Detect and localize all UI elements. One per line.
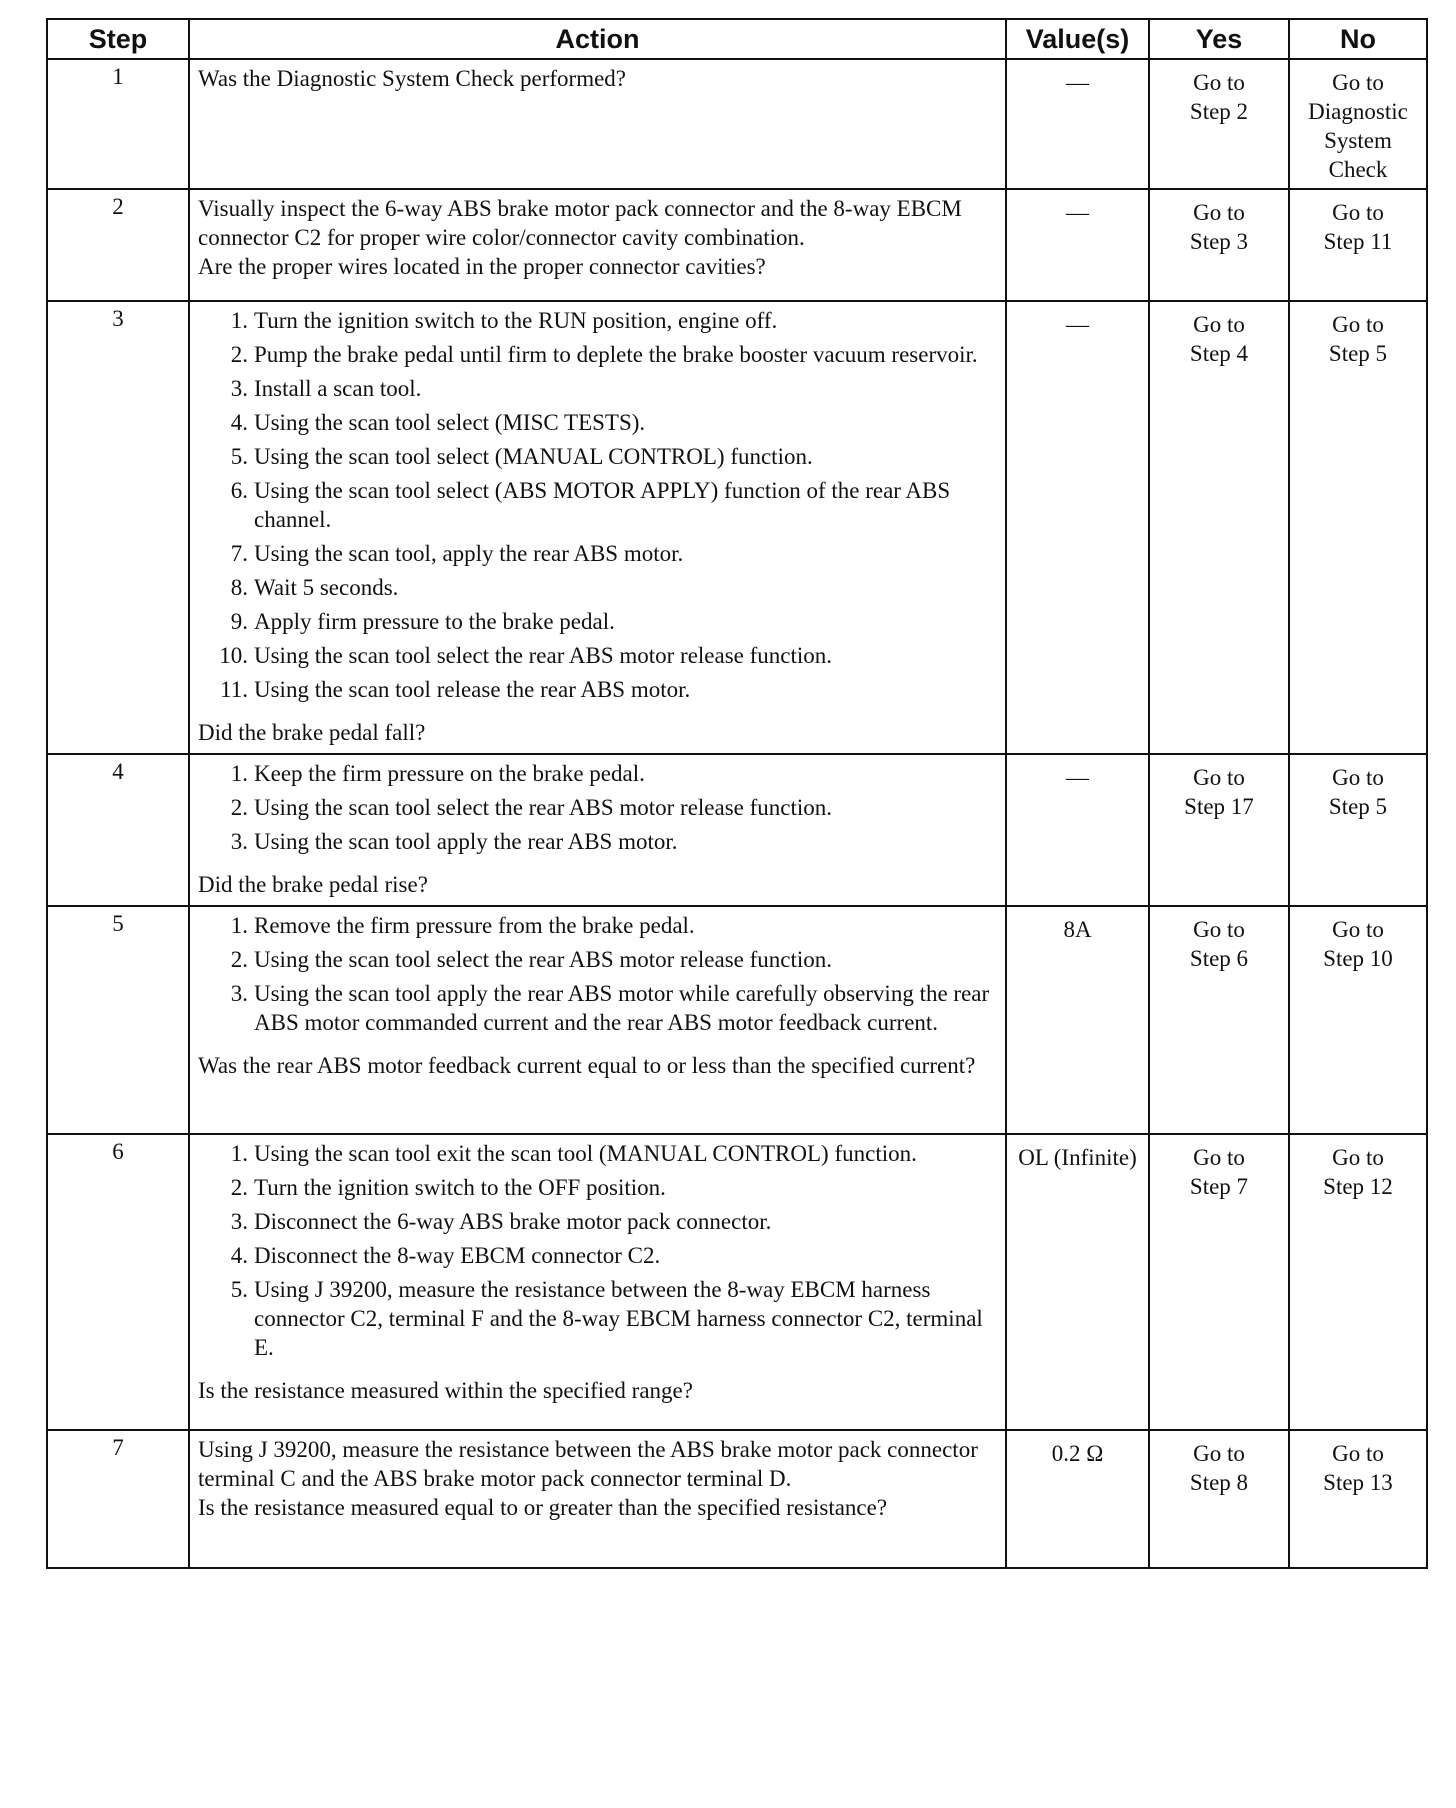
yes-text-line: Go to xyxy=(1193,765,1245,790)
no-text-line: Go to xyxy=(1332,1441,1384,1466)
action-text: Are the proper wires located in the proper connector cavities? xyxy=(198,254,766,279)
value-cell: OL (Infinite) xyxy=(1006,1134,1149,1430)
table-row xyxy=(47,189,1427,301)
yes-cell xyxy=(1149,301,1289,754)
yes-text-line: Step 3 xyxy=(1189,229,1249,254)
list-item-number: 6. xyxy=(230,478,248,503)
list-item xyxy=(198,1241,995,1270)
list-item-text: Using the scan tool select (MANUAL CONTROL) function. xyxy=(254,444,813,469)
yes-text-line: Step 17 xyxy=(1184,794,1254,819)
yes-text-line: Step 4 xyxy=(1189,341,1249,366)
list-item-number: 1. xyxy=(230,1141,248,1166)
no-text-line: Go to xyxy=(1332,70,1384,95)
action-question: Did the brake pedal rise? xyxy=(198,872,428,897)
list-item-text: Remove the firm pressure from the brake pedal. xyxy=(254,913,695,938)
no-text-line: Step 11 xyxy=(1323,229,1393,254)
list-item xyxy=(198,793,995,822)
list-item-text: Install a scan tool. xyxy=(254,376,422,401)
yes-text-line: Go to xyxy=(1193,917,1245,942)
table-row xyxy=(47,906,1427,1134)
action-text: Visually inspect the 6-way ABS brake motor pack connector and the 8-way EBCM connector C2 for proper wire color/connector cavity combination. xyxy=(198,196,962,250)
list-item-text: Using the scan tool, apply the rear ABS motor. xyxy=(254,541,684,566)
step-number: 6 xyxy=(47,1134,189,1430)
action-cell xyxy=(189,189,1006,301)
list-item-text: Using the scan tool select the rear ABS motor release function. xyxy=(254,947,833,972)
diagnostic-table xyxy=(46,18,1428,1569)
list-item-number: 3. xyxy=(230,829,248,854)
list-item xyxy=(198,573,995,602)
action-cell xyxy=(189,1430,1006,1568)
action-text: Is the resistance measured equal to or greater than the specified resistance? xyxy=(198,1495,888,1520)
no-text-line: Go to xyxy=(1332,1145,1384,1170)
action-text: Was the Diagnostic System Check performed? xyxy=(198,66,627,91)
list-item xyxy=(198,1275,995,1362)
list-item-text: Disconnect the 6-way ABS brake motor pack connector. xyxy=(254,1209,772,1234)
yes-text-line: Go to xyxy=(1193,1441,1245,1466)
list-item xyxy=(198,476,995,534)
list-item-text: Using the scan tool exit the scan tool (MANUAL CONTROL) function. xyxy=(254,1141,917,1166)
table-row xyxy=(47,1430,1427,1568)
list-item-number: 10. xyxy=(219,643,248,668)
list-item xyxy=(198,759,995,788)
yes-cell xyxy=(1149,1134,1289,1430)
no-text-line: Go to xyxy=(1332,765,1384,790)
list-item-text: Using J 39200, measure the resistance between the 8-way EBCM harness connector C2, terminal F and the 8-way EBCM harness connector C2, terminal E. xyxy=(254,1277,983,1360)
yes-cell xyxy=(1149,59,1289,189)
action-cell xyxy=(189,1134,1006,1430)
value-cell: — xyxy=(1006,59,1149,189)
list-item xyxy=(198,1139,995,1168)
action-cell xyxy=(189,754,1006,906)
table-row xyxy=(47,754,1427,906)
action-cell xyxy=(189,906,1006,1134)
no-cell xyxy=(1289,59,1427,189)
no-text-line: Go to xyxy=(1332,200,1384,225)
list-item-number: 3. xyxy=(230,981,248,1006)
no-text-line: System xyxy=(1324,128,1392,153)
step-number: 1 xyxy=(47,59,189,189)
list-item xyxy=(198,539,995,568)
action-cell xyxy=(189,59,1006,189)
list-item-text: Wait 5 seconds. xyxy=(254,575,399,600)
step-number: 5 xyxy=(47,906,189,1134)
list-item-text: Using the scan tool select (ABS MOTOR APPLY) function of the rear ABS channel. xyxy=(254,478,951,532)
list-item xyxy=(198,979,995,1037)
list-item xyxy=(198,911,995,940)
list-item-number: 1. xyxy=(230,308,248,333)
action-question: Did the brake pedal fall? xyxy=(198,720,426,745)
action-steps-list xyxy=(198,911,995,1037)
no-cell xyxy=(1289,189,1427,301)
yes-cell xyxy=(1149,906,1289,1134)
list-item xyxy=(198,675,995,704)
no-text-line: Step 10 xyxy=(1323,946,1393,971)
list-item-text: Pump the brake pedal until firm to deplete the brake booster vacuum reservoir. xyxy=(254,342,978,367)
no-cell xyxy=(1289,754,1427,906)
list-item xyxy=(198,374,995,403)
value-cell: 8A xyxy=(1006,906,1149,1134)
step-number: 2 xyxy=(47,189,189,301)
list-item-number: 11. xyxy=(220,677,248,702)
header-yes: Yes xyxy=(1149,19,1289,59)
list-item-text: Apply firm pressure to the brake pedal. xyxy=(254,609,615,634)
action-steps-list xyxy=(198,759,995,856)
list-item xyxy=(198,607,995,636)
header-step: Step xyxy=(47,19,189,59)
list-item-text: Keep the firm pressure on the brake pedal. xyxy=(254,761,645,786)
yes-text-line: Step 2 xyxy=(1189,99,1249,124)
no-text-line: Step 5 xyxy=(1328,341,1388,366)
list-item-number: 2. xyxy=(230,342,248,367)
header-row xyxy=(47,19,1427,59)
list-item xyxy=(198,945,995,974)
yes-text-line: Go to xyxy=(1193,70,1245,95)
list-item xyxy=(198,827,995,856)
yes-cell xyxy=(1149,189,1289,301)
list-item-number: 4. xyxy=(230,410,248,435)
list-item xyxy=(198,306,995,335)
table-row xyxy=(47,1134,1427,1430)
list-item-text: Using the scan tool apply the rear ABS motor. xyxy=(254,829,678,854)
no-text-line: Go to xyxy=(1332,917,1384,942)
list-item-text: Turn the ignition switch to the OFF position. xyxy=(254,1175,666,1200)
list-item-text: Using the scan tool select (MISC TESTS). xyxy=(254,410,646,435)
yes-text-line: Step 6 xyxy=(1189,946,1249,971)
yes-text-line: Go to xyxy=(1193,1145,1245,1170)
list-item-number: 2. xyxy=(230,947,248,972)
no-text-line: Step 5 xyxy=(1328,794,1388,819)
header-action: Action xyxy=(189,19,1006,59)
list-item-number: 4. xyxy=(230,1243,248,1268)
yes-text-line: Step 8 xyxy=(1189,1470,1249,1495)
list-item xyxy=(198,408,995,437)
yes-text-line: Go to xyxy=(1193,312,1245,337)
list-item xyxy=(198,641,995,670)
list-item xyxy=(198,1207,995,1236)
table-row xyxy=(47,301,1427,754)
list-item-text: Using the scan tool release the rear ABS motor. xyxy=(254,677,691,702)
value-cell: — xyxy=(1006,189,1149,301)
list-item-text: Turn the ignition switch to the RUN position, engine off. xyxy=(254,308,778,333)
no-cell xyxy=(1289,906,1427,1134)
list-item-number: 5. xyxy=(230,444,248,469)
header-values: Value(s) xyxy=(1006,19,1149,59)
yes-cell xyxy=(1149,754,1289,906)
no-text-line: Go to xyxy=(1332,312,1384,337)
list-item-text: Disconnect the 8-way EBCM connector C2. xyxy=(254,1243,661,1268)
list-item-number: 7. xyxy=(230,541,248,566)
action-text: Using J 39200, measure the resistance between the ABS brake motor pack connector terminal C and the ABS brake motor pack connector terminal D. xyxy=(198,1437,978,1491)
list-item-number: 2. xyxy=(230,795,248,820)
no-text-line: Step 12 xyxy=(1323,1174,1393,1199)
value-cell: — xyxy=(1006,301,1149,754)
value-cell: — xyxy=(1006,754,1149,906)
list-item-text: Using the scan tool apply the rear ABS motor while carefully observing the rear ABS motor commanded current and the rear ABS motor feedback current. xyxy=(254,981,990,1035)
table-row xyxy=(47,59,1427,189)
action-question: Was the rear ABS motor feedback current equal to or less than the specified current? xyxy=(198,1053,976,1078)
list-item-number: 3. xyxy=(230,376,248,401)
action-steps-list xyxy=(198,306,995,704)
list-item-text: Using the scan tool select the rear ABS motor release function. xyxy=(254,795,833,820)
step-number: 7 xyxy=(47,1430,189,1568)
no-cell xyxy=(1289,1430,1427,1568)
list-item-number: 1. xyxy=(230,761,248,786)
list-item xyxy=(198,442,995,471)
list-item-text: Using the scan tool select the rear ABS motor release function. xyxy=(254,643,833,668)
value-cell: 0.2 Ω xyxy=(1006,1430,1149,1568)
list-item-number: 5. xyxy=(230,1277,248,1302)
list-item-number: 8. xyxy=(230,575,248,600)
list-item xyxy=(198,340,995,369)
no-cell xyxy=(1289,301,1427,754)
no-text-line: Step 13 xyxy=(1323,1470,1393,1495)
no-cell xyxy=(1289,1134,1427,1430)
list-item-number: 2. xyxy=(230,1175,248,1200)
list-item-number: 1. xyxy=(230,913,248,938)
step-number: 4 xyxy=(47,754,189,906)
no-text-line: Check xyxy=(1328,157,1388,182)
action-question: Is the resistance measured within the specified range? xyxy=(198,1378,693,1403)
list-item-number: 9. xyxy=(230,609,248,634)
action-cell xyxy=(189,301,1006,754)
header-no: No xyxy=(1289,19,1427,59)
list-item-number: 3. xyxy=(230,1209,248,1234)
action-steps-list xyxy=(198,1139,995,1362)
step-number: 3 xyxy=(47,301,189,754)
list-item xyxy=(198,1173,995,1202)
yes-cell xyxy=(1149,1430,1289,1568)
yes-text-line: Go to xyxy=(1193,200,1245,225)
no-text-line: Diagnostic xyxy=(1308,99,1408,124)
yes-text-line: Step 7 xyxy=(1189,1174,1249,1199)
